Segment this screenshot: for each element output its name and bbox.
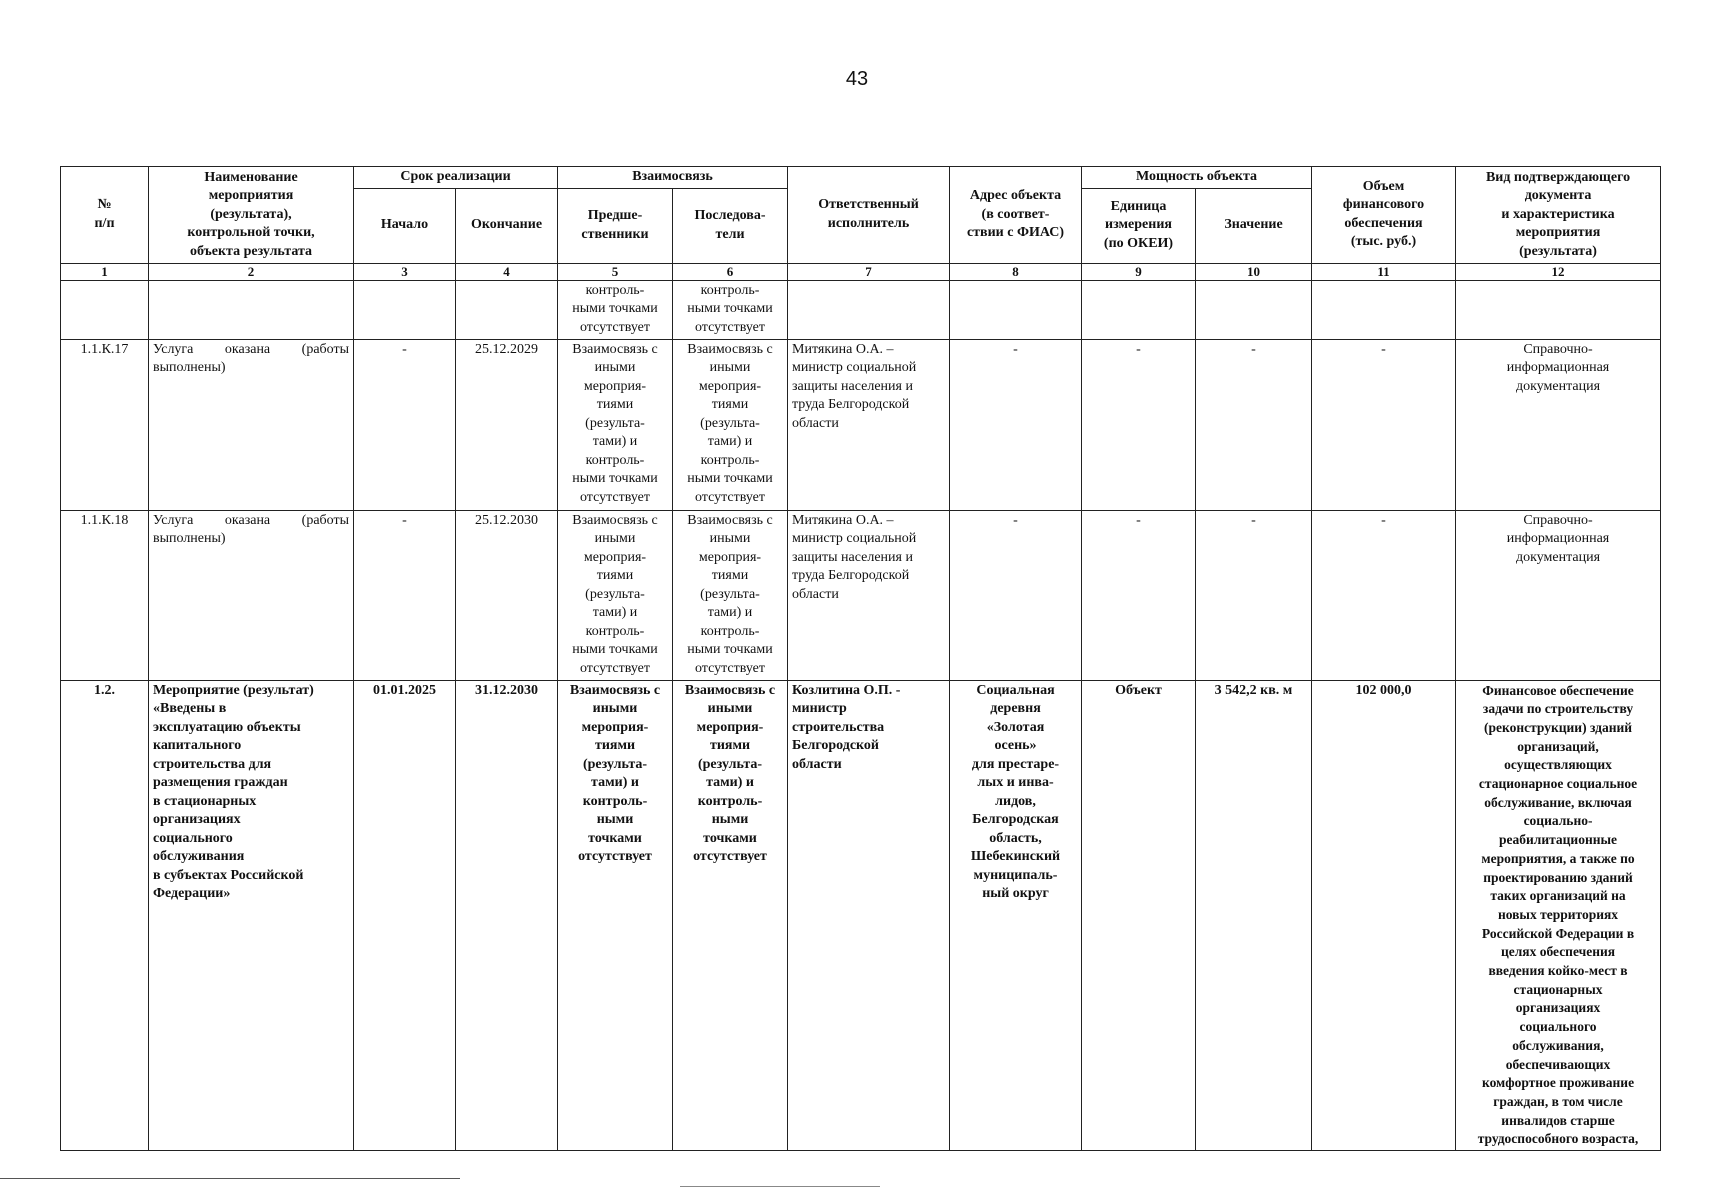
column-number: 7 xyxy=(788,263,950,280)
cell-successors: Взаимосвязь с иными мероприя- тиями (результа- тами) и контроль- ными точками отсутствует xyxy=(673,680,788,1151)
cell-start: - xyxy=(354,510,456,680)
column-number: 4 xyxy=(456,263,558,280)
header-start: Начало xyxy=(354,188,456,263)
header-responsible: Ответственный исполнитель xyxy=(788,167,950,264)
table-row xyxy=(61,339,1661,510)
cell-value xyxy=(1196,280,1312,339)
column-number: 2 xyxy=(149,263,354,280)
cell-address: - xyxy=(950,339,1082,510)
column-number: 9 xyxy=(1082,263,1196,280)
header-term: Срок реализации xyxy=(354,167,558,189)
cell-num xyxy=(61,280,149,339)
cell-responsible: Митякина О.А. – министр социальной защиты населения и труда Белгородской области xyxy=(788,510,950,680)
cell-document: Финансовое обеспечение задачи по строительству (реконструкции) зданий организаций, осуществляющих стационарное социальное обслуживание, включая социально- реабилитационные мероприятия, а также по проектированию зданий таких организаций на новых территориях Российской Федерации в целях обеспечения введения койко-мест в стационарных организациях социального обслуживания, обеспечивающих комфортное проживание граждан, в том числе инвалидов старше трудоспособного возраста, xyxy=(1456,680,1661,1151)
cell-start: 01.01.2025 xyxy=(354,680,456,1151)
cell-end: 31.12.2030 xyxy=(456,680,558,1151)
cell-successors: Взаимосвязь с иными мероприя- тиями (результа- тами) и контроль- ными точками отсутствует xyxy=(673,510,788,680)
footer-rule xyxy=(680,1186,880,1187)
cell-predecessors: Взаимосвязь с иными мероприя- тиями (результа- тами) и контроль- ными точками отсутствует xyxy=(558,680,673,1151)
cell-responsible: Козлитина О.П. - министр строительства Белгородской области xyxy=(788,680,950,1151)
cell-value: - xyxy=(1196,339,1312,510)
table-row xyxy=(61,280,1661,339)
cell-value: - xyxy=(1196,510,1312,680)
cell-document: Справочно- информационная документация xyxy=(1456,339,1661,510)
table-row xyxy=(61,680,1661,1151)
cell-financing: 102 000,0 xyxy=(1312,680,1456,1151)
column-number: 6 xyxy=(673,263,788,280)
header-document: Вид подтверждающего документа и характеристика мероприятия (результата) xyxy=(1456,167,1661,264)
page-number: 43 xyxy=(845,68,869,90)
cell-financing xyxy=(1312,280,1456,339)
cell-unit: - xyxy=(1082,510,1196,680)
column-number: 1 xyxy=(61,263,149,280)
cell-end: 25.12.2029 xyxy=(456,339,558,510)
header-value: Значение xyxy=(1196,188,1312,263)
header-end: Окончание xyxy=(456,188,558,263)
cell-financing: - xyxy=(1312,339,1456,510)
header-address: Адрес объекта (в соответ- ствии с ФИАС) xyxy=(950,167,1082,264)
column-number: 11 xyxy=(1312,263,1456,280)
column-number: 3 xyxy=(354,263,456,280)
cell-unit xyxy=(1082,280,1196,339)
header-num: № п/п xyxy=(61,167,149,264)
column-number: 10 xyxy=(1196,263,1312,280)
cell-responsible: Митякина О.А. – министр социальной защиты населения и труда Белгородской области xyxy=(788,339,950,510)
cell-responsible xyxy=(788,280,950,339)
cell-num: 1.1.К.17 xyxy=(61,339,149,510)
header-predecessors: Предше- ственники xyxy=(558,188,673,263)
column-number: 5 xyxy=(558,263,673,280)
table-row xyxy=(61,510,1661,680)
cell-document: Справочно- информационная документация xyxy=(1456,510,1661,680)
header-successors: Последова- тели xyxy=(673,188,788,263)
column-number: 12 xyxy=(1456,263,1661,280)
header-link: Взаимосвязь xyxy=(558,167,788,189)
cell-num: 1.1.К.18 xyxy=(61,510,149,680)
cell-value: 3 542,2 кв. м xyxy=(1196,680,1312,1151)
cell-end xyxy=(456,280,558,339)
column-number: 8 xyxy=(950,263,1082,280)
cell-successors: Взаимосвязь с иными мероприя- тиями (результа- тами) и контроль- ными точками отсутствует xyxy=(673,339,788,510)
cell-start xyxy=(354,280,456,339)
footer-rule xyxy=(0,1178,460,1179)
cell-address: Социальная деревня «Золотая осень» для престаре- лых и инва- лидов, Белгородская область, Шебекинский муниципаль- ный округ xyxy=(950,680,1082,1151)
cell-document xyxy=(1456,280,1661,339)
header-financing: Объем финансового обеспечения (тыс. руб.) xyxy=(1312,167,1456,264)
cell-name xyxy=(149,280,354,339)
header-name: Наименование мероприятия (результата), контрольной точки, объекта результата xyxy=(149,167,354,264)
measures-table xyxy=(60,166,1661,1151)
cell-name: Мероприятие (результат) «Введены в эксплуатацию объекты капитального строительства для размещения граждан в стационарных организациях социального обслуживания в субъектах Российской Федерации» xyxy=(149,680,354,1151)
cell-predecessors: Взаимосвязь с иными мероприя- тиями (результа- тами) и контроль- ными точками отсутствует xyxy=(558,510,673,680)
cell-successors: контроль- ными точками отсутствует xyxy=(673,280,788,339)
cell-predecessors: Взаимосвязь с иными мероприя- тиями (результа- тами) и контроль- ными точками отсутствует xyxy=(558,339,673,510)
cell-name: Услуга оказана (работы выполнены) xyxy=(149,339,354,510)
cell-start: - xyxy=(354,339,456,510)
cell-unit: - xyxy=(1082,339,1196,510)
cell-financing: - xyxy=(1312,510,1456,680)
cell-name: Услуга оказана (работы выполнены) xyxy=(149,510,354,680)
cell-num: 1.2. xyxy=(61,680,149,1151)
cell-address xyxy=(950,280,1082,339)
cell-end: 25.12.2030 xyxy=(456,510,558,680)
cell-predecessors: контроль- ными точками отсутствует xyxy=(558,280,673,339)
cell-address: - xyxy=(950,510,1082,680)
cell-unit: Объект xyxy=(1082,680,1196,1151)
header-unit: Единица измерения (по ОКЕИ) xyxy=(1082,188,1196,263)
header-power: Мощность объекта xyxy=(1082,167,1312,189)
